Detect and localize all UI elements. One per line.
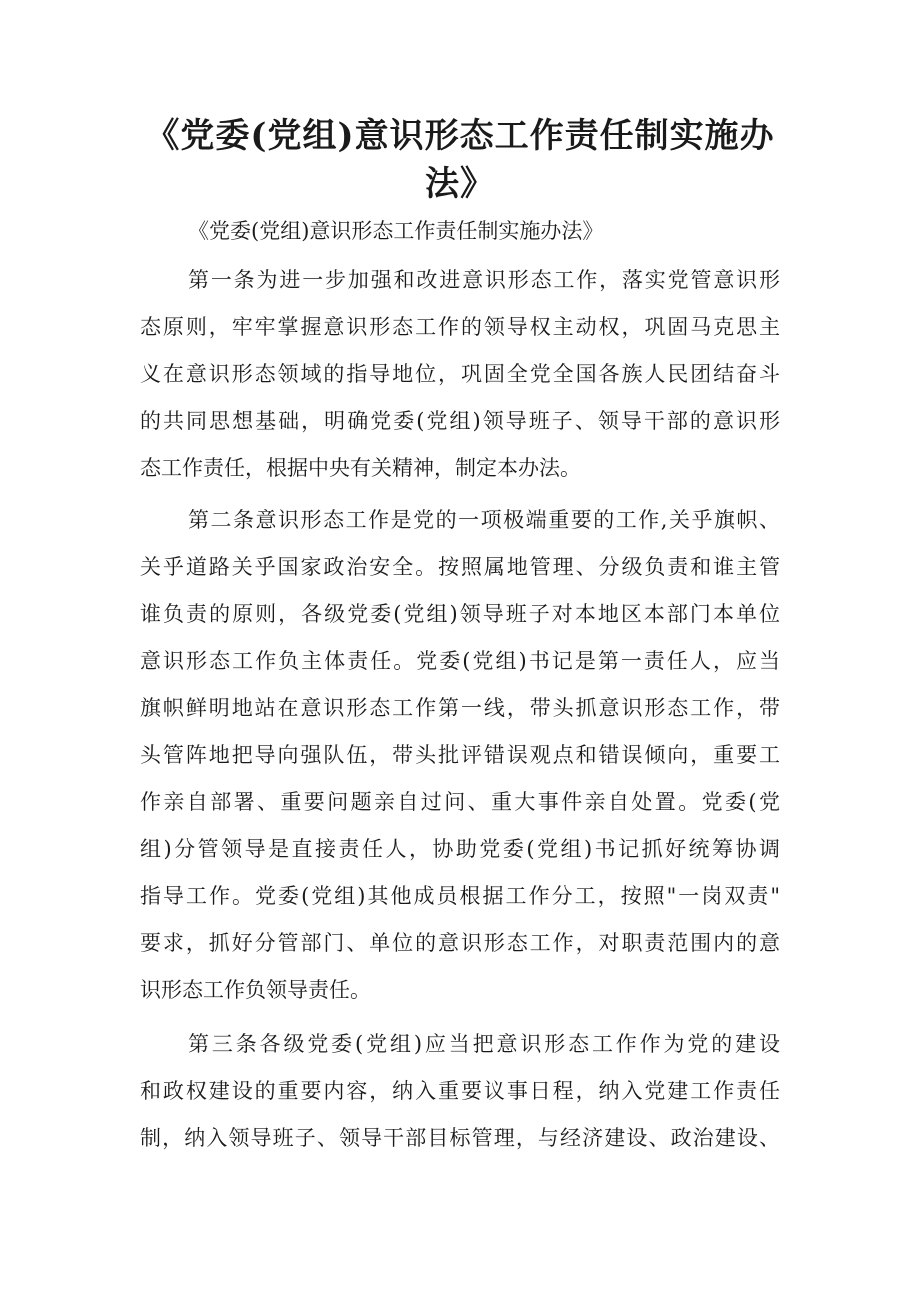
body-line: 组)分管领导是直接责任人，协助党委(党组)书记抓好统筹协调 — [140, 837, 780, 861]
body-line: 的共同思想基础，明确党委(党组)领导班子、领导干部的意识形 — [140, 409, 780, 433]
body-line: 第二条意识形态工作是党的一项极端重要的工作,关乎旗帜、 — [188, 508, 780, 532]
subtitle-line: 《党委(党组)意识形态工作责任制实施办法》 — [188, 219, 604, 243]
body-line: 识形态工作负领导责任。 — [140, 978, 371, 1002]
body-line: 态原则，牢牢掌握意识形态工作的领导权主动权，巩固马克思主 — [140, 315, 780, 339]
body-line: 义在意识形态领域的指导地位，巩固全党全国各族人民团结奋斗 — [140, 362, 780, 386]
body-line: 旗帜鲜明地站在意识形态工作第一线，带头抓意识形态工作，带 — [140, 696, 780, 720]
body-line: 头管阵地把导向强队伍，带头批评错误观点和错误倾向，重要工 — [140, 743, 780, 767]
title-line-2: 法》 — [425, 164, 495, 204]
body-line: 关乎道路关乎国家政治安全。按照属地管理、分级负责和谁主管 — [140, 555, 780, 579]
body-line: 制，纳入领导班子、领导干部目标管理，与经济建设、政治建设、 — [140, 1126, 780, 1150]
body-line: 意识形态工作负主体责任。党委(党组)书记是第一责任人，应当 — [140, 649, 780, 673]
body-line: 指导工作。党委(党组)其他成员根据工作分工，按照"一岗双责" — [140, 884, 780, 908]
document-title — [140, 112, 780, 208]
body-line: 谁负责的原则，各级党委(党组)领导班子对本地区本部门本单位 — [140, 602, 780, 626]
title-line-1: 《党委(党组)意识形态工作责任制实施办 — [145, 116, 775, 156]
body-line: 作亲自部署、重要问题亲自过问、重大事件亲自处置。党委(党 — [140, 790, 780, 814]
body-line: 态工作责任，根据中央有关精神，制定本办法。 — [140, 456, 581, 480]
body-line: 第三条各级党委(党组)应当把意识形态工作作为党的建设 — [188, 1032, 780, 1056]
body-line: 和政权建设的重要内容，纳入重要议事日程，纳入党建工作责任 — [140, 1079, 780, 1103]
body-line: 要求，抓好分管部门、单位的意识形态工作，对职责范围内的意 — [140, 931, 780, 955]
body-line: 第一条为进一步加强和改进意识形态工作，落实党管意识形 — [188, 268, 780, 292]
